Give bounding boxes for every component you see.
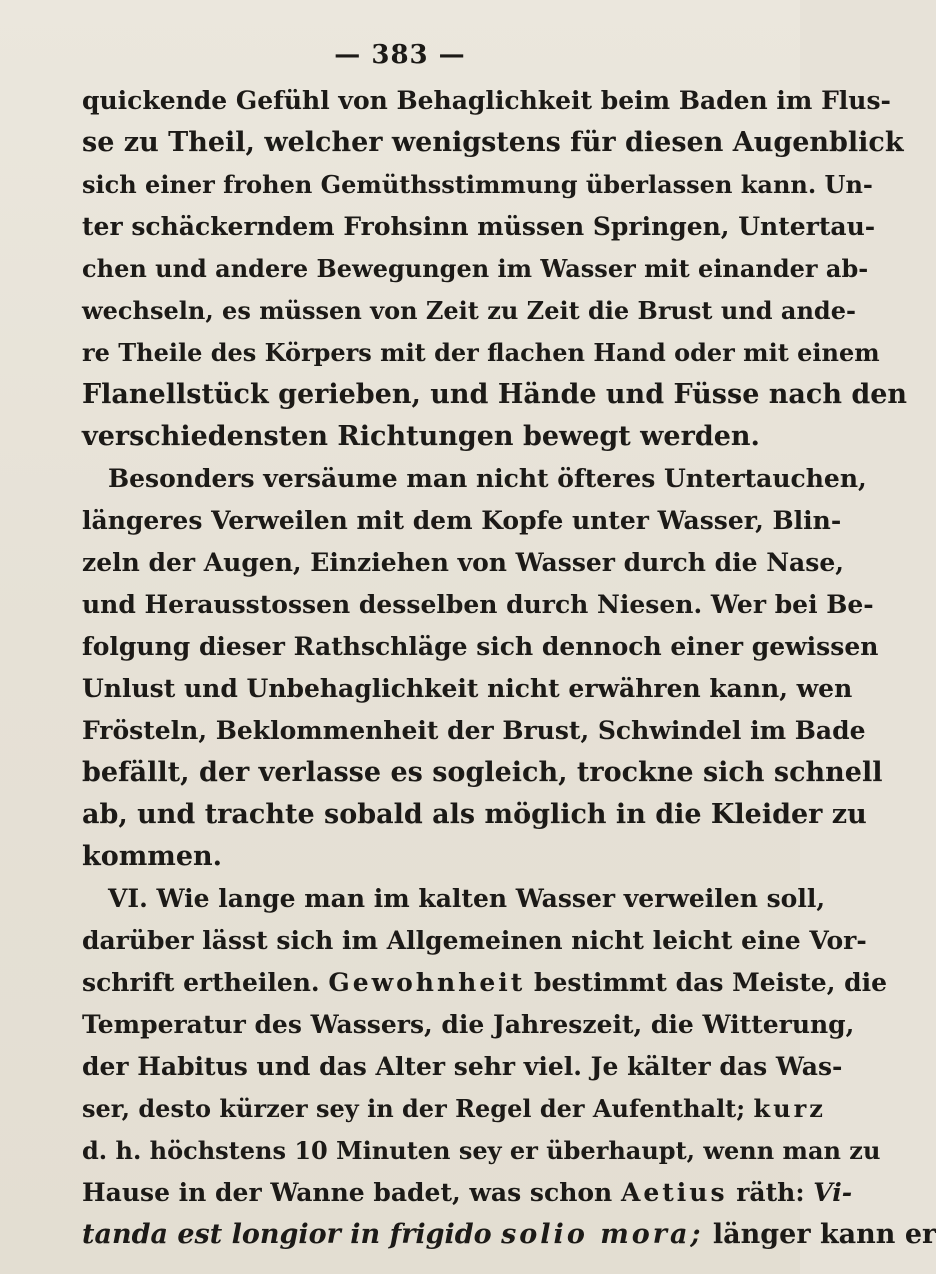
- line-text: räth:: [727, 1178, 814, 1207]
- line-text: Frösteln, Beklommenheit der Brust, Schwindel im Bade: [82, 716, 866, 745]
- line-text: und Herausstossen desselben durch Niesen. Wer bei Be-: [82, 590, 874, 619]
- line-text: bestimmt das Meiste, die: [525, 968, 887, 997]
- text-line: [82, 1172, 853, 1214]
- line-text: VI. Wie lange man im kalten Wasser verweilen soll,: [108, 884, 826, 913]
- line-text: länger kann er: [703, 1219, 936, 1250]
- line-text: ser, desto kürzer sey in der Regel der Aufenthalt;: [82, 1094, 754, 1123]
- page-number: — 383 —: [334, 40, 466, 70]
- line-text: re Theile des Körpers mit der flachen Hand oder mit einem: [82, 338, 880, 367]
- text-line: [82, 710, 866, 752]
- text-line: [82, 836, 722, 878]
- text-line: [82, 332, 880, 374]
- text-line: [82, 584, 874, 626]
- line-text: kommen.: [82, 841, 223, 872]
- emphasis-spaced: kurz: [753, 1094, 826, 1123]
- line-text: Unlust und Unbehaglichkeit nicht erwähren kann, wen: [82, 674, 853, 703]
- line-text: Flanellstück gerieben, und Hände und Füsse nach den: [82, 379, 908, 410]
- text-line: [82, 542, 844, 584]
- line-text: Temperatur des Wassers, die Jahreszeit, die Witterung,: [82, 1010, 855, 1039]
- text-line: [82, 920, 867, 962]
- text-line: [82, 248, 869, 290]
- text-line: [82, 794, 867, 836]
- line-text: quickende Gefühl von Behaglichkeit beim Baden im Flus-: [82, 86, 891, 115]
- line-text: ab, und trachte sobald als möglich in die Kleider zu: [82, 799, 867, 830]
- latin-quote-spaced: solio mora;: [501, 1219, 704, 1250]
- text-line: [82, 80, 891, 122]
- line-text: schrift ertheilen.: [82, 968, 329, 997]
- line-text: folgung dieser Rathschläge sich dennoch einer gewissen: [82, 632, 879, 661]
- text-line: [82, 374, 908, 416]
- text-line: [82, 668, 853, 710]
- body-text: [82, 80, 936, 1256]
- text-line: [82, 962, 887, 1004]
- line-text: der Habitus und das Alter sehr viel. Je kälter das Was-: [82, 1052, 843, 1081]
- text-line: [82, 122, 904, 164]
- text-line: [82, 752, 883, 794]
- line-text: verschiedensten Richtungen bewegt werden.: [82, 421, 760, 452]
- text-line: [82, 416, 760, 458]
- text-line: [82, 206, 876, 248]
- section-heading-line: [82, 878, 826, 920]
- text-line: [82, 1214, 936, 1256]
- line-text: darüber lässt sich im Allgemeinen nicht leicht eine Vor-: [82, 926, 867, 955]
- text-line: [82, 458, 867, 500]
- latin-quote: tanda est longior in frigido: [82, 1219, 502, 1250]
- emphasis-spaced: Aetius: [620, 1178, 728, 1207]
- line-text: zeln der Augen, Einziehen von Wasser durch die Nase,: [82, 548, 844, 577]
- line-text: Besonders versäume man nicht öfteres Untertauchen,: [108, 464, 867, 493]
- line-text: ter schäckerndem Frohsinn müssen Springen, Untertau-: [82, 212, 876, 241]
- line-text: chen und andere Bewegungen im Wasser mit einander ab-: [82, 254, 869, 283]
- line-text: sich einer frohen Gemüthsstimmung überlassen kann. Un-: [82, 170, 873, 199]
- line-text: befällt, der verlasse es sogleich, trockne sich schnell: [82, 757, 883, 788]
- text-line: [82, 1130, 881, 1172]
- line-text: wechseln, es müssen von Zeit zu Zeit die Brust und ande-: [82, 296, 856, 325]
- latin-quote: Vi-: [813, 1178, 853, 1207]
- text-line: [82, 1004, 855, 1046]
- text-line: [82, 500, 842, 542]
- text-line: [82, 1046, 843, 1088]
- emphasis-spaced: Gewohnheit: [328, 968, 526, 997]
- line-text: d. h. höchstens 10 Minuten sey er überhaupt, wenn man zu: [82, 1136, 881, 1165]
- text-line: [82, 164, 873, 206]
- line-text: se zu Theil, welcher wenigstens für diesen Augenblick: [82, 127, 904, 158]
- text-line: [82, 1088, 826, 1130]
- text-line: [82, 626, 879, 668]
- line-text: Hause in der Wanne badet, was schon: [82, 1178, 621, 1207]
- line-text: längeres Verweilen mit dem Kopfe unter Wasser, Blin-: [82, 506, 842, 535]
- text-line: [82, 290, 856, 332]
